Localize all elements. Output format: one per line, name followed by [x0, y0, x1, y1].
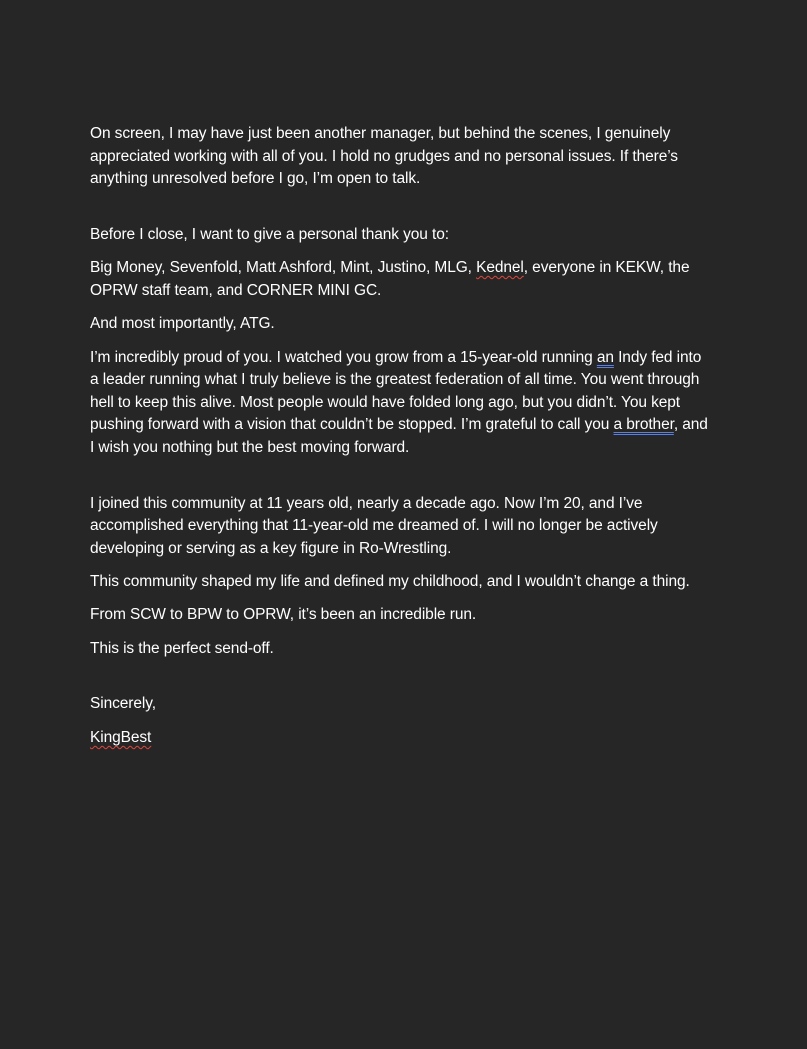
- paragraph-community-shaped: This community shaped my life and defined my childhood, and I wouldn’t change a thing.: [90, 573, 690, 591]
- grammar-flag-an[interactable]: an: [596, 348, 614, 366]
- thank-you-list-text: Big Money, Sevenfold, Matt Ashford, Mint, Justino, MLG,: [90, 259, 477, 277]
- tribute-text-1: I’m incredibly proud of you. I watched you grow from a 15-year-old running: [90, 348, 597, 366]
- paragraph-thank-you-intro: Before I close, I want to give a personal thank you to:: [90, 225, 449, 243]
- paragraph-atg-tribute: [90, 347, 710, 460]
- paragraph-goodbye-note: On screen, I may have just been another manager, but behind the scenes, I genuinely appreciated working with all of you. I hold no grudges and no personal issues. If there’s anything unresolved before I go, I’m open to talk.: [90, 125, 678, 188]
- paragraph-federations: From SCW to BPW to OPRW, it’s been an incredible run.: [90, 606, 477, 624]
- paragraph-atg: And most importantly, ATG.: [90, 315, 275, 333]
- grammar-flag-a-brother[interactable]: a brother: [613, 416, 674, 434]
- tribute-text-3: , and I wish you nothing but the best moving forward.: [90, 416, 708, 456]
- tribute-text-2: Indy fed into a leader running what I truly believe is the greatest federation of all time. You went through hell to keep this alive. Most people would have folded long ago, but you didn’t. You kept pushing forward with a vision that couldn’t be stopped. I’m grateful to call you: [90, 348, 702, 434]
- paragraph-community-history: I joined this community at 11 years old, nearly a decade ago. Now I’m 20, and I’ve accomplished everything that 11-year-old me dreamed of. I will no longer be actively developing or serving as a key figure in Ro-Wrestling.: [90, 494, 658, 557]
- paragraph-thank-you-list: [90, 257, 710, 302]
- signature-line: [90, 727, 710, 750]
- paragraph-send-off: This is the perfect send-off.: [90, 639, 274, 657]
- document-body[interactable]: [90, 123, 710, 760]
- closing-line: Sincerely,: [90, 695, 156, 713]
- spelling-flag-kednel[interactable]: Kednel: [476, 259, 524, 277]
- thank-you-list-text-rest: , everyone in KEKW, the OPRW staff team, and CORNER MINI GC.: [90, 259, 690, 299]
- signature-name[interactable]: KingBest: [90, 728, 152, 746]
